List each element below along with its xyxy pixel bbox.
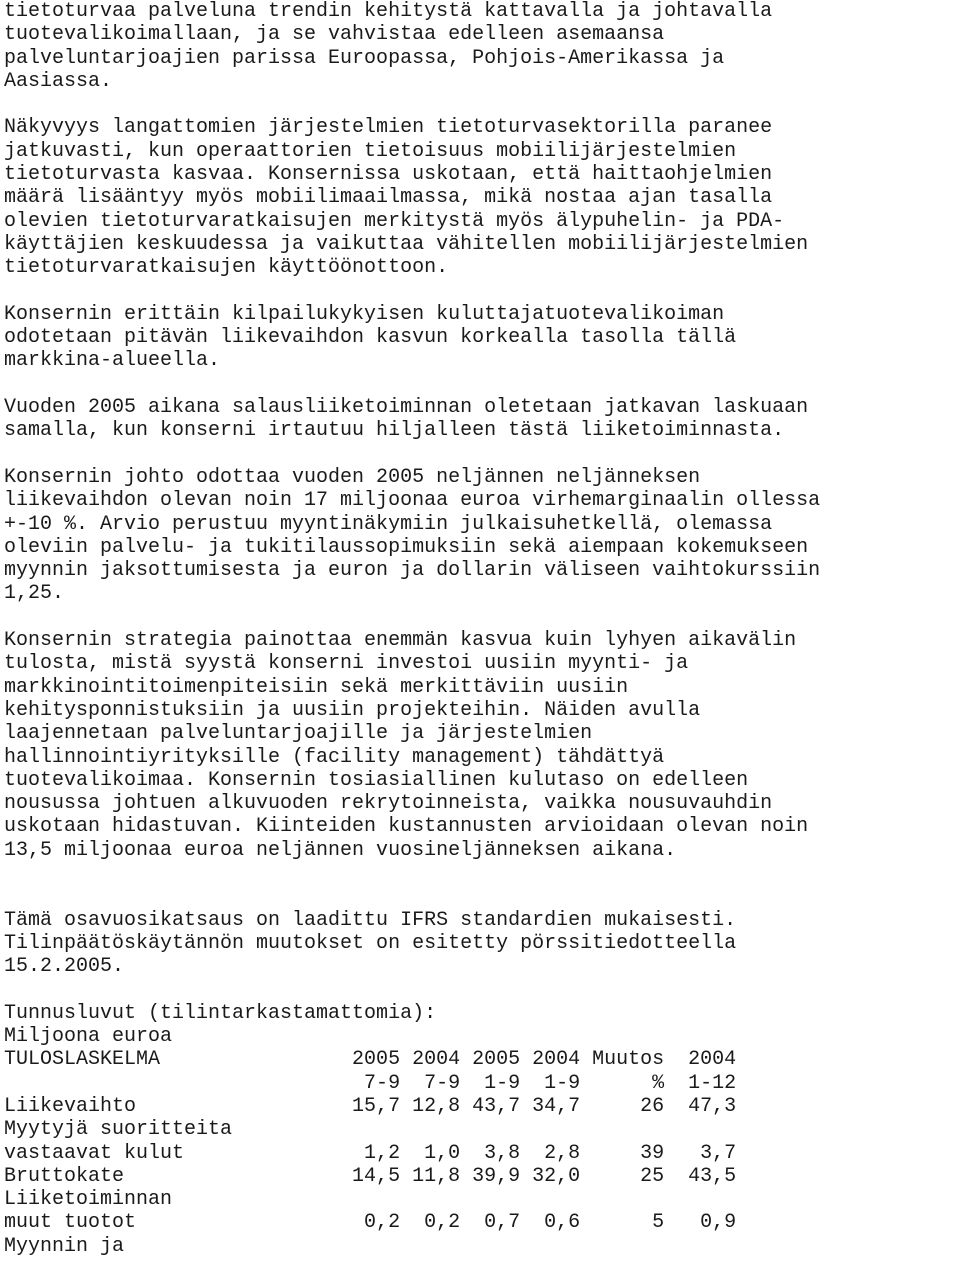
table-row: Bruttokate 14,5 11,8 39,9 32,0 25 43,5 (4, 1164, 737, 1188)
text-line: tietoturvaa palveluna trendin kehitystä kattavalla ja johtavalla (4, 0, 773, 23)
text-line: määrä lisääntyy myös mobiilimaailmassa, mikä nostaa ajan tasalla (4, 186, 773, 210)
paragraph-encryption-business (4, 396, 958, 443)
text-line: liikevaihdon olevan noin 17 miljoonaa euroa virhemarginaalin ollessa (4, 489, 821, 513)
text-line: tuotevalikoimaa. Konsernin tosiasiallinen kulutaso on edelleen (4, 768, 749, 792)
text-line: +-10 %. Arvio perustuu myyntinäkymiin julkaisuhetkellä, olemassa (4, 512, 773, 536)
text-line: hallinnointiyrityksille (facility management) tähdättyä (4, 745, 665, 769)
table-unit: Miljoona euroa (4, 1025, 173, 1049)
text-line: uskotaan hidastuvan. Kiinteiden kustannusten arvioidaan olevan noin (4, 815, 809, 839)
text-line: 15.2.2005. (4, 955, 125, 979)
text-line: oleviin palvelu- ja tukitilaussopimuksiin sekä aiempaan kokemukseen (4, 535, 809, 559)
text-line: Tilinpäätöskäytännön muutokset on esitetty pörssitiedotteella (4, 931, 737, 955)
table-title: Tunnusluvut (tilintarkastamattomia): (4, 1001, 437, 1025)
text-line: markkina-alueella. (4, 349, 221, 373)
paragraph-ifrs-note (4, 909, 958, 979)
text-line: 13,5 miljoonaa euroa neljännen vuosineljänneksen aikana. (4, 838, 677, 862)
text-line: Aasiassa. (4, 69, 113, 93)
table-row: Myynnin ja (4, 1234, 125, 1258)
text-line: odotetaan pitävän liikevaihdon kasvun korkealla tasolla tällä (4, 326, 737, 350)
table-header-periods-row: 7-9 7-9 1-9 1-9 % 1-12 (4, 1071, 737, 1095)
text-line: Näkyvyys langattomien järjestelmien tietoturvasektorilla paranee (4, 116, 773, 140)
text-line: 1,25. (4, 582, 65, 606)
document-page (4, 0, 958, 1258)
paragraph-strategy-intro (4, 0, 958, 93)
text-line: samalla, kun konserni irtautuu hiljalleen tästä liiketoiminnasta. (4, 419, 785, 443)
text-line: palveluntarjoajien parissa Euroopassa, Pohjois-Amerikassa ja (4, 46, 725, 70)
table-row: Liikevaihto 15,7 12,8 43,7 34,7 26 47,3 (4, 1094, 737, 1118)
table-row: Myytyjä suoritteita (4, 1118, 233, 1142)
table-row: vastaavat kulut 1,2 1,0 3,8 2,8 39 3,7 (4, 1141, 737, 1165)
text-line: kehitysponnistuksiin ja uusiin projekteihin. Näiden avulla (4, 698, 701, 722)
paragraph-revenue-outlook (4, 466, 958, 606)
text-line: Vuoden 2005 aikana salausliiketoiminnan oletetaan jatkavan laskuaan (4, 396, 809, 420)
paragraph-wireless-security (4, 116, 958, 279)
text-line: markkinointitoimenpiteisiin sekä merkittäviin uusiin (4, 675, 629, 699)
text-line: Tämä osavuosikatsaus on laadittu IFRS standardien mukaisesti. (4, 908, 737, 932)
text-line: tietoturvasta kasvaa. Konsernissa uskotaan, että haittaohjelmien (4, 163, 773, 187)
text-line: Konsernin strategia painottaa enemmän kasvua kuin lyhyen aikavälin (4, 629, 797, 653)
table-row: muut tuotot 0,2 0,2 0,7 0,6 5 0,9 (4, 1211, 737, 1235)
text-line: jatkuvasti, kun operaattorien tietoisuus mobiilijärjestelmien (4, 139, 737, 163)
text-line: Konsernin johto odottaa vuoden 2005 neljännen neljänneksen (4, 465, 701, 489)
text-line: tulosta, mistä syystä konserni investoi uusiin myynti- ja (4, 652, 689, 676)
paragraph-growth-strategy (4, 629, 958, 862)
table-row: Liiketoiminnan (4, 1188, 173, 1212)
paragraph-consumer-products (4, 303, 958, 373)
text-line: tietoturvaratkaisujen käyttöönottoon. (4, 256, 449, 280)
text-line: käyttäjien keskuudessa ja vaikuttaa vähitellen mobiilijärjestelmien (4, 232, 809, 256)
text-line: tuotevalikoimallaan, ja se vahvistaa edelleen asemaansa (4, 23, 665, 47)
key-figures-table (4, 1002, 958, 1258)
text-line: Konsernin erittäin kilpailukykyisen kuluttajatuotevalikoiman (4, 302, 725, 326)
table-header-row: TULOSLASKELMA 2005 2004 2005 2004 Muutos 2004 (4, 1048, 737, 1072)
text-line: olevien tietoturvaratkaisujen merkitystä myös älypuhelin- ja PDA- (4, 209, 785, 233)
text-line: nousussa johtuen alkuvuoden rekrytoinneista, vaikka nousuvauhdin (4, 792, 773, 816)
text-line: myynnin jaksottumisesta ja euron ja dollarin väliseen vaihtokurssiin (4, 559, 821, 583)
text-line: laajennetaan palveluntarjoajille ja järjestelmien (4, 722, 593, 746)
